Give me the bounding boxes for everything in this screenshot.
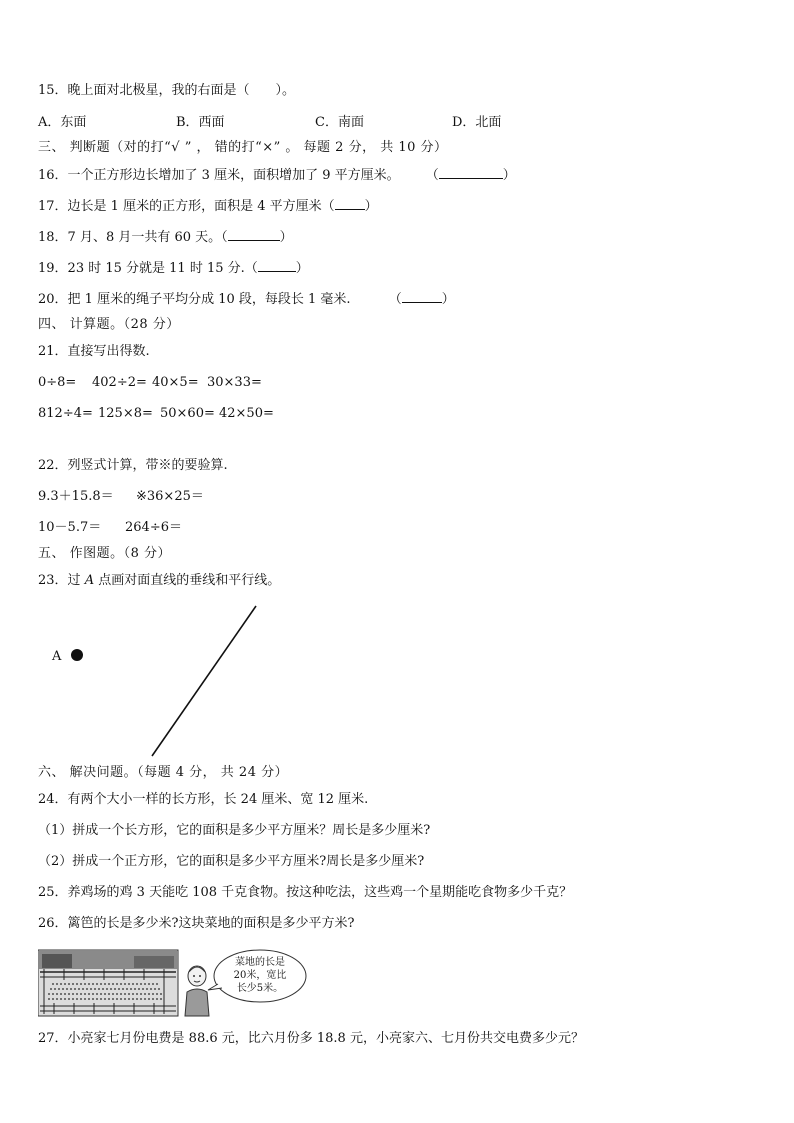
question-26: 26．篱笆的长是多少米?这块菜地的面积是多少平方米?	[38, 916, 355, 931]
point-a	[71, 649, 83, 661]
answer-blank	[439, 166, 503, 179]
answer-bracket-close: ）	[502, 168, 516, 183]
calc-item: 125×8=	[98, 406, 153, 421]
calc-item: 402÷2=	[92, 375, 147, 390]
calc-item: 264÷6＝	[125, 520, 182, 535]
answer-bracket-open: （	[388, 292, 402, 307]
question-19	[38, 259, 309, 278]
question-22: 22．列竖式计算，带※的要验算.	[38, 458, 228, 473]
section-4-title: 四、 计算题。（28 分）	[38, 317, 180, 332]
calc-item: ※36×25＝	[136, 489, 204, 504]
point-a-label: A	[52, 649, 62, 664]
speech-line-2: 20米，宽比	[233, 970, 287, 981]
calc-item: 10－5.7＝	[38, 520, 102, 535]
line-figure	[40, 600, 280, 760]
question-16-text: 16．一个正方形边长增加了 3 厘米，面积增加了 9 平方厘米。	[38, 168, 400, 183]
speech-line-1: 菜地的长是	[235, 957, 285, 968]
question-18	[38, 228, 293, 247]
point-name: A	[84, 573, 95, 588]
question-17-text: 17．边长是 1 厘米的正方形，面积是 4 平方厘米（	[38, 199, 335, 214]
option-c: C．南面	[315, 115, 364, 130]
question-24-part-2: （2）拼成一个正方形，它的面积是多少平方厘米?周长是多少厘米?	[38, 854, 425, 869]
option-b: B．西面	[176, 115, 225, 130]
answer-bracket-close: ）	[279, 230, 293, 245]
option-a: A．东面	[38, 115, 87, 130]
question-27: 27．小亮家七月份电费是 88.6 元，比六月份多 18.8 元，小亮家六、七月份共交电费多少元？	[38, 1031, 584, 1046]
question-21: 21．直接写出得数.	[38, 344, 150, 359]
answer-bracket-close: ）	[364, 199, 378, 214]
answer-blank	[402, 290, 442, 303]
question-24: 24．有两个大小一样的长方形，长 24 厘米、宽 12 厘米.	[38, 792, 369, 807]
answer-blank	[335, 197, 365, 210]
question-19-text: 19．23 时 15 分就是 11 时 15 分.（	[38, 261, 258, 276]
calc-item: 9.3＋15.8＝	[38, 489, 114, 504]
question-16	[38, 166, 516, 185]
question-18-text: 18．7 月、8 月一共有 60 天。（	[38, 230, 228, 245]
calc-item: 812÷4=	[38, 406, 93, 421]
question-25: 25．养鸡场的鸡 3 天能吃 108 千克食物。按这种吃法，这些鸡一个星期能吃食物多少千克？	[38, 885, 573, 900]
answer-bracket-close: ）	[441, 292, 455, 307]
calc-item: 0÷8=	[38, 375, 77, 390]
calc-item: 42×50=	[219, 406, 274, 421]
vegetable-garden-illustration	[38, 948, 310, 1020]
answer-blank	[258, 259, 296, 272]
section-5-title: 五、 作图题。（8 分）	[38, 546, 172, 561]
option-d: D．北面	[452, 115, 502, 130]
answer-blank	[228, 228, 280, 241]
calc-item: 50×60=	[160, 406, 215, 421]
question-20	[38, 290, 455, 309]
question-17	[38, 197, 378, 216]
answer-bracket-open: （	[425, 168, 439, 183]
calc-item: 40×5=	[152, 375, 199, 390]
question-23: 23．过 A 点画对面直线的垂线和平行线。	[38, 573, 281, 588]
section-3-title: 三、 判断题（对的打“√ ” ， 错的打“×” 。 每题 2 分， 共 10 分）	[38, 140, 448, 155]
question-24-part-1: （1）拼成一个长方形，它的面积是多少平方厘米？周长是多少厘米?	[38, 823, 431, 838]
question-15: 15．晚上面对北极星，我的右面是（ ）。	[38, 83, 296, 98]
speech-line-3: 长少5米。	[236, 983, 284, 994]
grandpa-figure	[185, 966, 209, 1016]
section-6-title: 六、 解决问题。（每题 4 分， 共 24 分）	[38, 765, 289, 780]
question-20-text: 20．把 1 厘米的绳子平均分成 10 段，每段长 1 毫米.	[38, 292, 351, 307]
answer-bracket-close: ）	[295, 261, 309, 276]
calc-item: 30×33=	[207, 375, 262, 390]
given-line	[152, 606, 256, 756]
